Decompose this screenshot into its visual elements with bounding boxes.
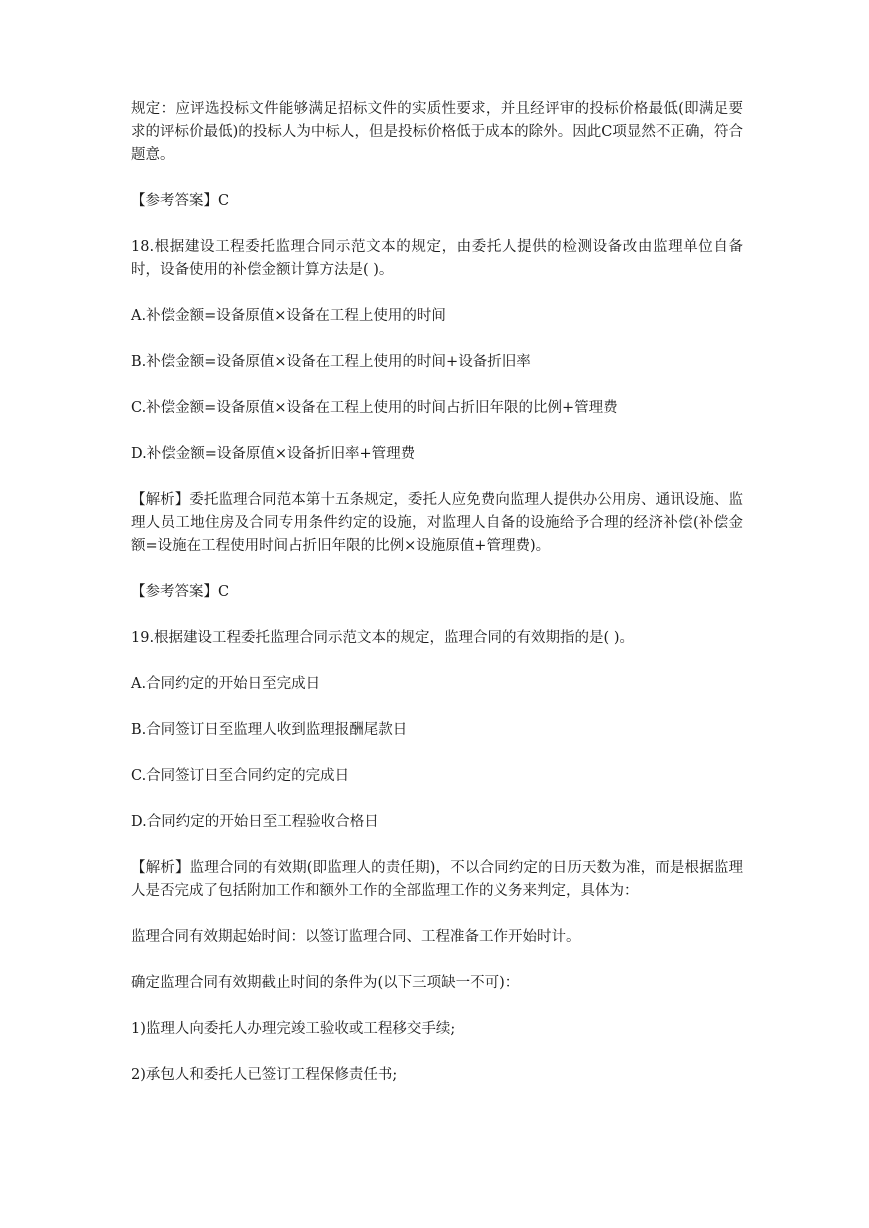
question-19: 19.根据建设工程委托监理合同示范文本的规定，监理合同的有效期指的是( )。 [131,630,634,646]
question-18-option-c: C.补偿金额=设备原值×设备在工程上使用的时间占折旧年限的比例+管理费 [131,400,618,416]
validity-start: 监理合同有效期起始时间：以签订监理合同、工程准备工作开始时计。 [131,929,581,945]
analysis-19: 【解析】监理合同的有效期(即监理人的责任期)，不以合同约定的日历天数为准，而是根据监理人是否完成了包括附加工作和额外工作的全部监理工作的义务来判定，具体为： [131,860,743,899]
question-18: 18.根据建设工程委托监理合同示范文本的规定，由委托人提供的检测设备改由监理单位自备时，设备使用的补偿金额计算方法是( )。 [131,239,743,278]
analysis-18: 【解析】委托监理合同范本第十五条规定，委托人应免费向监理人提供办公用房、通讯设施、监理人员工地住房及合同专用条件约定的设施，对监理人自备的设施给予合理的经济补偿(补偿金额=设施在工程使用时间占折旧年限的比例×设施原值+管理费)。 [131,492,743,554]
question-18-option-b: B.补偿金额=设备原值×设备在工程上使用的时间+设备折旧率 [131,354,531,370]
question-18-option-a: A.补偿金额=设备原值×设备在工程上使用的时间 [131,308,446,324]
question-18-option-d: D.补偿金额=设备原值×设备折旧率+管理费 [131,446,416,462]
condition-2: 2)承包人和委托人已签订工程保修责任书; [131,1067,398,1083]
answer-18: 【参考答案】C [131,584,230,600]
question-19-option-b: B.合同签订日至监理人收到监理报酬尾款日 [131,722,408,738]
document-page [131,98,743,1110]
answer-17: 【参考答案】C [131,193,230,209]
question-19-option-a: A.合同约定的开始日至完成日 [131,676,321,692]
paragraph-evaluation-rule: 规定：应评选投标文件能够满足招标文件的实质性要求，并且经评审的投标价格最低(即满足要求的评标价最低)的投标人为中标人，但是投标价格低于成本的除外。因此C项显然不正确，符合题意。 [131,101,743,163]
validity-end-conditions: 确定监理合同有效期截止时间的条件为(以下三项缺一不可)： [131,975,520,991]
question-19-option-c: C.合同签订日至合同约定的完成日 [131,768,350,784]
condition-1: 1)监理人向委托人办理完竣工验收或工程移交手续; [131,1021,456,1037]
question-19-option-d: D.合同约定的开始日至工程验收合格日 [131,814,379,830]
